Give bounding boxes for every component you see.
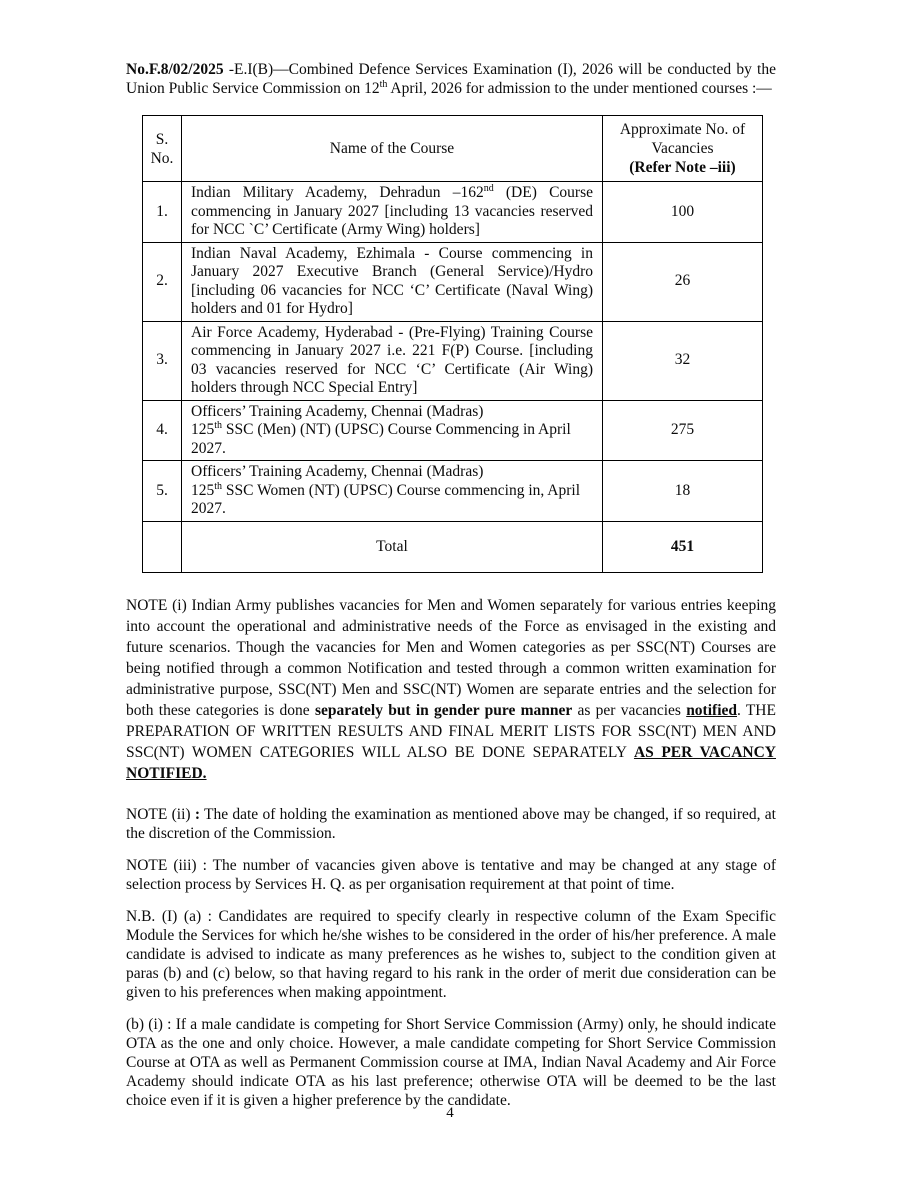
course-cell: Indian Naval Academy, Ezhimala - Course commencing in January 2027 Executive Branch (General Service)/Hydro [including 06 vacancies for NCC ‘C’ Certificate (Naval Wing) holders and 01 for Hydro] (182, 242, 603, 321)
vacancy-cell: 275 (603, 400, 763, 461)
vacancy-cell: 32 (603, 321, 763, 400)
nb-ia-paragraph: N.B. (I) (a) : Candidates are required to specify clearly in respective column of the Exam Specific Module the Services for which he/she wishes to be considered in the order of his/her preference. A male candidate is advised to indicate as many preferences as he wishes to, subject to the condition given at paras (b) and (c) below, so that having regard to his rank in the order of merit due consideration can be given to his preferences when making appointment. (126, 907, 776, 1001)
course-cell: Officers’ Training Academy, Chennai (Madras) 125th SSC Women (NT) (UPSC) Course commencing in, April 2027. (182, 461, 603, 522)
total-label: Total (182, 521, 603, 572)
page-number: 4 (446, 1105, 454, 1121)
notes-section (126, 595, 776, 1110)
course-cell: Officers’ Training Academy, Chennai (Madras) 125th SSC (Men) (NT) (UPSC) Course Commencing in April 2027. (182, 400, 603, 461)
note-ii-paragraph: NOTE (ii) : The date of holding the examination as mentioned above may be changed, if so required, at the discretion of the Commission. (126, 805, 776, 842)
vacancy-table (142, 115, 763, 573)
table-row (143, 461, 763, 522)
header-vacancies: Approximate No. of Vacancies (Refer Note –iii) (603, 116, 763, 182)
total-value: 451 (603, 521, 763, 572)
total-sno-empty-cell (143, 521, 182, 572)
table-body (143, 182, 763, 522)
table-total-row (143, 521, 763, 572)
table-row (143, 182, 763, 243)
course-cell: Air Force Academy, Hyderabad - (Pre-Flying) Training Course commencing in January 2027 i.e. 221 F(P) Course. [including 03 vacancies reserved for NCC ‘C’ Certificate (Air Wing) holders through NCC Special Entry] (182, 321, 603, 400)
sno-cell: 4. (143, 400, 182, 461)
document-content (126, 61, 776, 1123)
table-header-row (143, 116, 763, 182)
vacancy-cell: 18 (603, 461, 763, 522)
vacancy-cell: 26 (603, 242, 763, 321)
sno-cell: 1. (143, 182, 182, 243)
intro-paragraph: No.F.8/02/2025 -E.I(B)—Combined Defence Services Examination (I), 2026 will be conducted by the Union Public Service Commission on 12th April, 2026 for admission to the under mentioned courses :— (126, 61, 776, 97)
table-row (143, 321, 763, 400)
course-cell: Indian Military Academy, Dehradun –162nd (DE) Course commencing in January 2027 [including 13 vacancies reserved for NCC `C’ Certificate (Army Wing) holders] (182, 182, 603, 243)
note-i-paragraph: NOTE (i) Indian Army publishes vacancies for Men and Women separately for various entries keeping into account the operational and administrative needs of the Force as envisaged in the existing and future scenarios. Though the vacancies for Men and Women categories as per SSC(NT) Courses are being notified through a common Notification and tested through a common written examination for administrative purpose, SSC(NT) Men and SSC(NT) Women are separate entries and the selection for both these categories is done separately but in gender pure manner as per vacancies notified. THE PREPARATION OF WRITTEN RESULTS AND FINAL MERIT LISTS FOR SSC(NT) MEN AND SSC(NT) WOMEN CATEGORIES WILL ALSO BE DONE SEPARATELY AS PER VACANCY NOTIFIED. (126, 596, 776, 782)
table-row (143, 242, 763, 321)
sno-cell: 3. (143, 321, 182, 400)
table-row (143, 400, 763, 461)
vacancy-cell: 100 (603, 182, 763, 243)
header-sno: S. No. (143, 116, 182, 182)
header-course-name: Name of the Course (182, 116, 603, 182)
note-iii-paragraph: NOTE (iii) : The number of vacancies given above is tentative and may be changed at any stage of selection process by Services H. Q. as per organisation requirement at that point of time. (126, 856, 776, 893)
sno-cell: 2. (143, 242, 182, 321)
b-i-paragraph: (b) (i) : If a male candidate is competing for Short Service Commission (Army) only, he should indicate OTA as the one and only choice. However, a male candidate competing for Short Service Commission Course at OTA as well as Permanent Commission course at IMA, Indian Naval Academy and Air Force Academy should indicate OTA as his last preference; otherwise OTA will be deemed to be the last choice even if it is given a higher preference by the candidate. (126, 1015, 776, 1109)
sno-cell: 5. (143, 461, 182, 522)
